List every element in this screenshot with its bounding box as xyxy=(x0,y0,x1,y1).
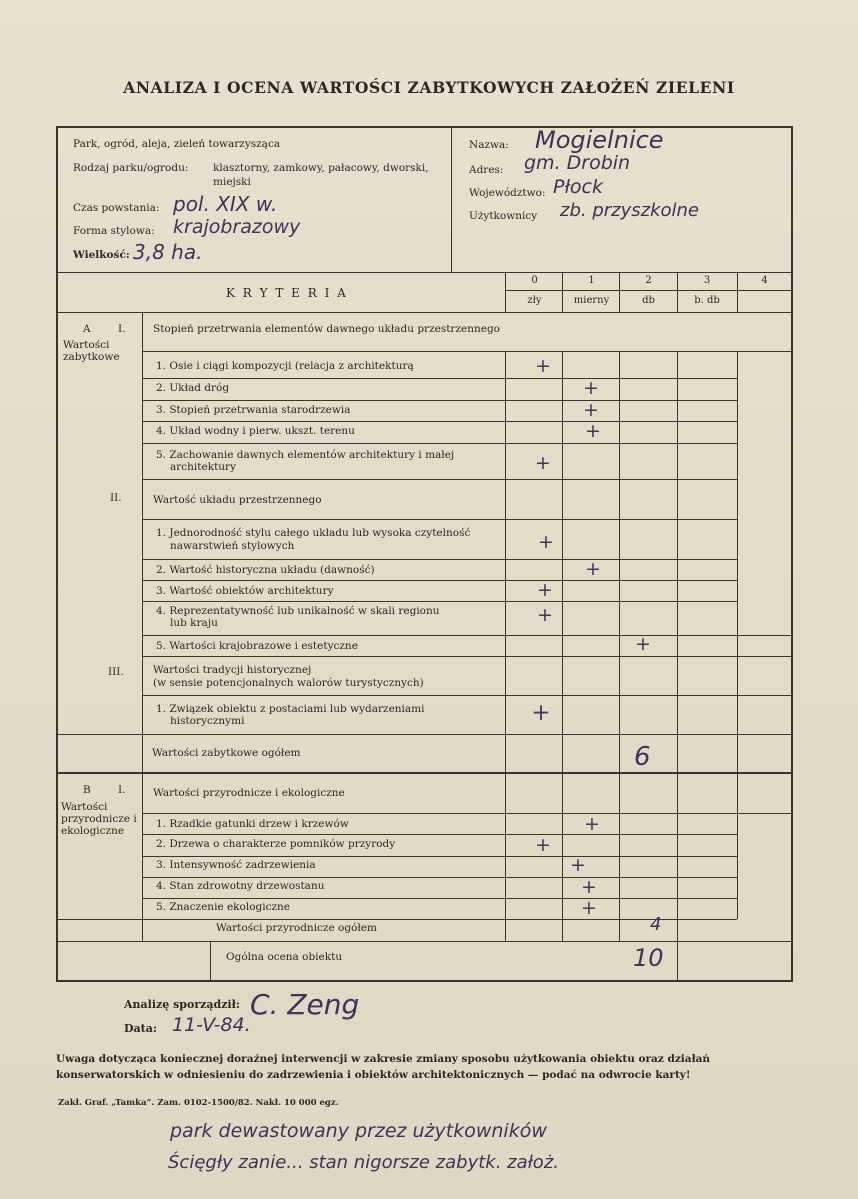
row-a1-2-label: 2. Układ dróg xyxy=(156,382,230,394)
row-a1-3-label: 3. Stopień przetrwania starodrzewia xyxy=(156,404,351,416)
row-a3-1-label2: historycznymi xyxy=(170,715,245,727)
row-a1-4-label: 4. Układ wodny i pierw. ukszt. terenu xyxy=(156,425,355,437)
row-a2-3-label: 3. Wartość obiektów architektury xyxy=(156,585,334,597)
handwritten-note-1: park dewastowany przez użytkowników xyxy=(170,1120,547,1142)
total-left-line xyxy=(210,941,211,981)
col-line-0 xyxy=(505,352,506,941)
wielkosc-value: 3,8 ha. xyxy=(133,240,203,264)
row-line-6 xyxy=(143,559,737,560)
wojewodztwo-value: Płock xyxy=(553,176,603,198)
nazwa-value: Mogielnice xyxy=(535,126,664,154)
section-a-bottom xyxy=(57,772,792,774)
section-a-roman: I. xyxy=(118,323,126,335)
intervention-note: Uwaga dotycząca koniecznej doraźnej interwencji w zakresie zmiany sposobu użytkowania obiektu oraz działań konserwatorskich w odniesieniu do zadrzewienia i obiektów architektonicznych — podać na odwrocie karty! xyxy=(56,1053,711,1081)
column-1-num: 1 xyxy=(588,275,595,286)
row-line-16 xyxy=(57,919,737,920)
group-a1-title: Stopień przetrwania elementów dawnego układu przestrzennego xyxy=(153,323,500,335)
page-title: ANALIZA I OCENA WARTOŚCI ZABYTKOWYCH ZAŁOŻEŃ ZIELENI xyxy=(123,78,735,97)
group-a3-title-2: (w sensie potencjonalnych walorów turystycznych) xyxy=(153,677,424,689)
column-3-num: 3 xyxy=(703,275,711,286)
col-line-4-head xyxy=(737,273,738,313)
row-b1-5-label: 5. Znaczenie ekologiczne xyxy=(156,901,291,913)
mark-a2-3: + xyxy=(537,579,553,601)
column-4-num: 4 xyxy=(761,275,768,286)
row-a2-4-label2: lub kraju xyxy=(170,617,218,629)
mark-b1-1: + xyxy=(584,813,600,835)
rodzaj-values-2: miejski xyxy=(213,176,251,188)
group-b1-line xyxy=(143,813,792,814)
park-types: Park, ogród, aleja, zieleń towarzysząca xyxy=(73,138,281,150)
col-line-2 xyxy=(619,352,620,941)
mark-a1-3: + xyxy=(583,399,599,421)
group-a2-roman: II. xyxy=(110,492,122,504)
forma-label: Forma stylowa: xyxy=(73,225,155,237)
row-line-8 xyxy=(143,601,737,602)
total-ogolna-value: 10 xyxy=(633,944,664,972)
row-b1-3-label: 3. Intensywność zadrzewienia xyxy=(156,859,316,871)
col-line-1 xyxy=(562,352,563,941)
row-a2-1-label2: nawarstwień stylowych xyxy=(170,540,295,552)
mark-a3-1: + xyxy=(531,700,551,726)
col-line-4 xyxy=(737,352,738,919)
analiza-label: Analizę sporządził: xyxy=(124,998,240,1011)
group-a1-line xyxy=(143,351,792,352)
group-a3-roman: III. xyxy=(108,666,124,678)
section-b-divider xyxy=(142,773,143,942)
group-b1-title: Wartości przyrodnicze i ekologiczne xyxy=(153,787,345,799)
row-line-10 xyxy=(143,656,792,657)
analiza-signature: C. Zeng xyxy=(250,988,360,1021)
col-line-1-head xyxy=(562,273,563,313)
col-line-2-head xyxy=(619,273,620,313)
rodzaj-label: Rodzaj parku/ogrodu: xyxy=(73,162,189,174)
adres-value: gm. Drobin xyxy=(524,152,631,174)
row-a1-5-label2: architektury xyxy=(170,461,237,473)
column-0-num: 0 xyxy=(531,275,538,286)
section-b-letter: B xyxy=(83,784,91,796)
mark-a2-5: + xyxy=(635,633,651,655)
mark-b1-3: + xyxy=(570,854,586,876)
row-a1-1-label: 1. Osie i ciągi kompozycji (relacja z architekturą xyxy=(156,360,414,372)
col-line-3 xyxy=(677,352,678,981)
total-zabytkowe-value: 6 xyxy=(634,742,651,772)
section-b-roman: I. xyxy=(118,784,126,796)
column-2-num: 2 xyxy=(645,275,652,286)
row-b1-4-label: 4. Stan zdrowotny drzewostanu xyxy=(156,880,325,892)
group-a3-line xyxy=(143,695,792,696)
mark-b1-2: + xyxy=(535,834,551,856)
forma-value: krajobrazowy xyxy=(173,216,301,238)
row-line-2 xyxy=(143,400,737,401)
group-a2-line xyxy=(143,519,737,520)
handwritten-note-2: Ścięgły zanie... stan nigorsze zabytk. założ. xyxy=(168,1152,559,1173)
uzytkownicy-label: Użytkownicy xyxy=(469,210,538,222)
row-line-3 xyxy=(143,421,737,422)
total-ogolna-label: Ogólna ocena obiektu xyxy=(226,951,343,963)
header-divider xyxy=(451,127,452,273)
row-a2-1-label: 1. Jednorodność stylu całego układu lub wysoka czytelność xyxy=(156,527,471,539)
row-b1-1-label: 1. Rzadkie gatunki drzew i krzewów xyxy=(156,818,349,830)
wielkosc-label: Wielkość: xyxy=(73,249,130,261)
total-przyrodnicze-value: 4 xyxy=(650,914,662,935)
criteria-header-bottom xyxy=(57,312,792,313)
mark-a2-2: + xyxy=(585,558,601,580)
uzytkownicy-value: zb. przyszkolne xyxy=(560,200,699,221)
section-a-divider xyxy=(142,313,143,772)
mark-b1-4: + xyxy=(581,876,597,898)
col-line-3-head xyxy=(677,273,678,313)
data-value: 11-V-84. xyxy=(172,1014,251,1036)
row-line-1 xyxy=(143,378,737,379)
group-a3-title-1: Wartości tradycji historycznej xyxy=(153,664,312,676)
row-line-12 xyxy=(143,834,737,835)
row-a1-5-label: 5. Zachowanie dawnych elementów architektury i małej xyxy=(156,449,455,461)
row-line-13 xyxy=(143,856,737,857)
row-line-7 xyxy=(143,580,737,581)
mark-b1-5: + xyxy=(581,897,597,919)
adres-label: Adres: xyxy=(469,164,504,176)
column-num-divider xyxy=(505,290,792,291)
row-b1-2-label: 2. Drzewa o charakterze pomników przyrody xyxy=(156,838,396,850)
row-line-14 xyxy=(143,877,737,878)
section-b-name: Wartości przyrodnicze i ekologiczne xyxy=(61,801,137,837)
mark-a1-2: + xyxy=(583,377,599,399)
row-line-11 xyxy=(57,734,792,735)
mark-a1-4: + xyxy=(585,420,601,442)
row-line-15 xyxy=(143,898,737,899)
column-0-label: zły xyxy=(527,295,542,306)
total-zabytkowe-label: Wartości zabytkowe ogółem xyxy=(152,747,301,759)
czas-value: pol. XIX w. xyxy=(173,192,278,216)
column-2-label: db xyxy=(642,295,655,306)
group-a2-title: Wartość układu przestrzennego xyxy=(153,494,322,506)
row-a2-2-label: 2. Wartość historyczna układu (dawność) xyxy=(156,564,375,576)
row-a2-4-label: 4. Reprezentatywność lub unikalność w skali regionu xyxy=(156,605,440,617)
row-line-9 xyxy=(143,635,792,636)
section-a-letter: A xyxy=(83,323,91,335)
nazwa-label: Nazwa: xyxy=(469,139,509,151)
mark-a2-1: + xyxy=(538,531,554,553)
col-line-0-head xyxy=(505,273,506,313)
czas-label: Czas powstania: xyxy=(73,202,160,214)
section-a-name: Wartości zabytkowe xyxy=(63,339,120,363)
column-3-label: b. db xyxy=(694,295,720,306)
wojewodztwo-label: Województwo: xyxy=(469,187,546,199)
row-line-5 xyxy=(143,479,737,480)
row-a3-1-label: 1. Związek obiektu z postaciami lub wydarzeniami xyxy=(156,703,425,715)
row-line-17 xyxy=(57,941,792,942)
column-1-label: mierny xyxy=(573,295,610,306)
header-bottom-line xyxy=(57,272,792,273)
total-przyrodnicze-label: Wartości przyrodnicze ogółem xyxy=(216,922,377,934)
mark-a1-5: + xyxy=(535,452,551,474)
mark-a2-4: + xyxy=(537,604,553,626)
row-line-4 xyxy=(143,443,737,444)
kryteria-header: K R Y T E R I A xyxy=(226,286,348,300)
row-a2-5-label: 5. Wartości krajobrazowe i estetyczne xyxy=(156,640,358,652)
data-label: Data: xyxy=(124,1022,157,1035)
print-info: Zakł. Graf. „Tamka”. Zam. 0102-1500/82. Nakł. 10 000 egz. xyxy=(58,1098,339,1108)
rodzaj-values: klasztorny, zamkowy, pałacowy, dworski, xyxy=(213,162,429,174)
mark-a1-1: + xyxy=(535,355,551,377)
